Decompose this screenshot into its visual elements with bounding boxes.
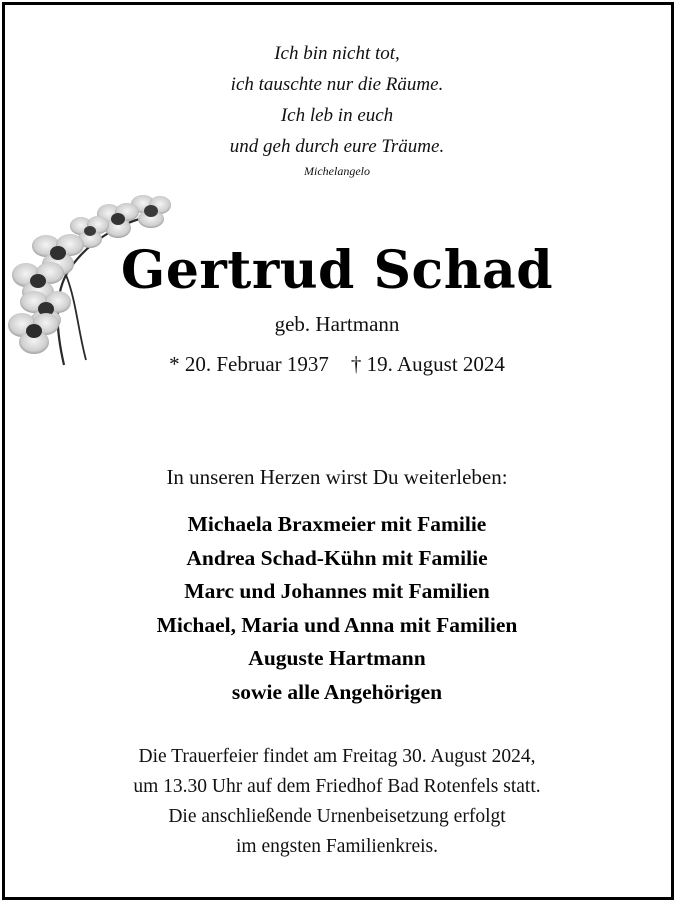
mourner-line: Michael, Maria und Anna mit Familien: [156, 612, 518, 637]
mourner-line: Andrea Schad-Kühn mit Familie: [186, 545, 488, 570]
poem-line: ich tauschte nur die Räume.: [230, 74, 444, 95]
ceremony-line: im engsten Familienkreis.: [235, 836, 438, 857]
poem-line: Ich leb in euch: [280, 105, 394, 126]
mourning-intro: In unseren Herzen wirst Du weiterleben:: [166, 465, 508, 489]
mourners-list: [0, 508, 674, 709]
birth-date: * 20. Februar 1937: [169, 352, 329, 376]
poem-author: Michelangelo: [304, 164, 370, 178]
life-dates: [0, 352, 674, 377]
mourner-line: Marc und Johannes mit Familien: [184, 579, 490, 603]
ceremony-line: Die anschließende Urnenbeisetzung erfolgt: [168, 806, 506, 827]
ceremony-line: um 13.30 Uhr auf dem Friedhof Bad Rotenfels statt.: [133, 776, 541, 797]
ceremony-line: Die Trauerfeier findet am Freitag 30. August 2024,: [138, 746, 536, 767]
poem-line: und geh durch eure Träume.: [229, 136, 445, 157]
poem: [0, 38, 674, 162]
death-date: † 19. August 2024: [350, 352, 505, 376]
deceased-name: Gertrud Schad: [120, 240, 554, 301]
poem-line: Ich bin nicht tot,: [274, 43, 400, 64]
mourner-line: Michaela Braxmeier mit Familie: [187, 512, 487, 536]
mourner-line: Auguste Hartmann: [248, 646, 426, 670]
ceremony-info: [0, 742, 674, 862]
birth-name: geb. Hartmann: [274, 312, 400, 336]
mourner-line: sowie alle Angehörigen: [231, 679, 443, 704]
